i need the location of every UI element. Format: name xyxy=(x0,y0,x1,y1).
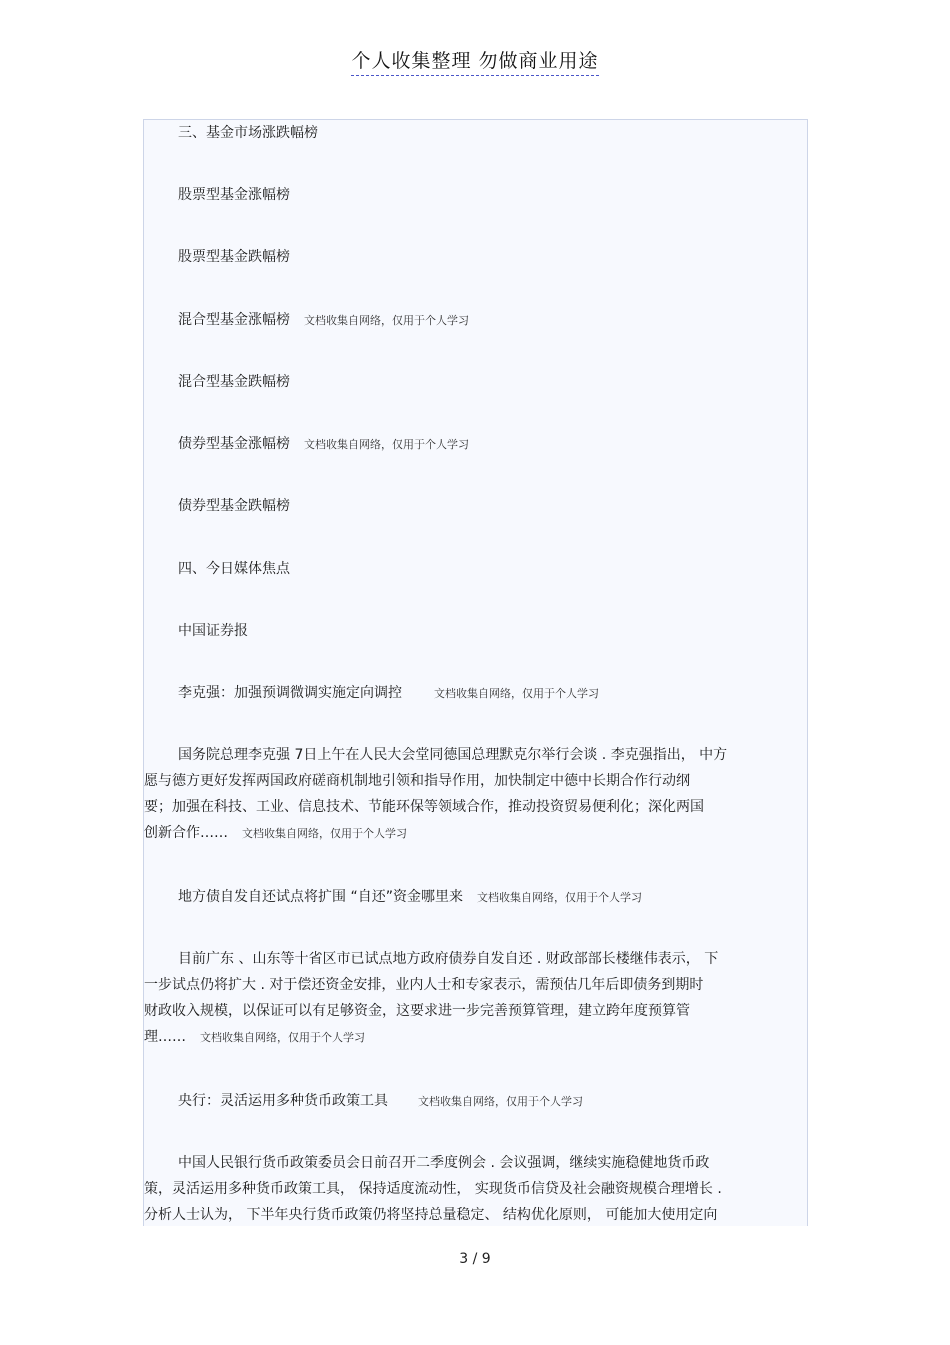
source-name xyxy=(178,622,248,640)
paragraph-line: 要；加强在科技、工业、信息技术、节能环保等领域合作，推动投资贸易便利化；深化两国 xyxy=(144,799,704,815)
source-note: 文档收集自网络，仅用于个人学习 xyxy=(200,1031,365,1044)
list-item xyxy=(178,435,469,454)
paragraph-line: 策，灵活运用多种货币政策工具， 保持适度流动性， 实现货币信贷及社会融资规模合理增长 . xyxy=(144,1181,722,1197)
paragraph-text: 理…… xyxy=(144,1029,186,1045)
line-text: 债券型基金跌幅榜 xyxy=(178,498,290,514)
paragraph-text: 创新合作…… xyxy=(144,825,228,841)
section-heading-fund-rankings xyxy=(178,124,318,142)
source-note: 文档收集自网络，仅用于个人学习 xyxy=(304,314,469,327)
news-paragraph xyxy=(144,1150,807,1226)
list-item xyxy=(178,373,290,391)
line-text: 混合型基金跌幅榜 xyxy=(178,374,290,390)
news-headline xyxy=(178,1092,583,1111)
news-headline xyxy=(178,888,642,907)
paragraph-line: 分析人士认为， 下半年央行货币政策仍将坚持总量稳定、 结构优化原则， 可能加大使用定向 xyxy=(144,1207,718,1223)
news-headline xyxy=(178,684,599,703)
section-heading-media-focus xyxy=(178,560,290,578)
news-paragraph xyxy=(144,742,807,846)
document-content xyxy=(143,119,808,1226)
source-note: 文档收集自网络，仅用于个人学习 xyxy=(434,687,599,700)
line-text: 混合型基金涨幅榜 xyxy=(178,312,290,328)
list-item xyxy=(178,186,290,204)
line-text: 四、今日媒体焦点 xyxy=(178,561,290,577)
paragraph-line: 中国人民银行货币政策委员会日前召开二季度例会 . 会议强调，继续实施稳健地货币政 xyxy=(178,1155,710,1171)
list-item xyxy=(178,248,290,266)
paragraph-line: 愿与德方更好发挥两国政府磋商机制地引领和指导作用，加快制定中德中长期合作行动纲 xyxy=(144,773,690,789)
header-text: 个人收集整理 勿做商业用途 xyxy=(351,46,598,76)
line-text: 中国证券报 xyxy=(178,623,248,639)
source-note: 文档收集自网络，仅用于个人学习 xyxy=(242,827,407,840)
source-note: 文档收集自网络，仅用于个人学习 xyxy=(476,891,642,904)
paragraph-line: 国务院总理李克强 7日上午在人民大会堂同德国总理默克尔举行会谈 . 李克强指出， 中方 xyxy=(178,747,728,763)
paragraph-line: 目前广东 、山东等十省区市已试点地方政府债券自发自还 . 财政部部长楼继伟表示， 下 xyxy=(178,951,719,967)
line-text: 央行：灵活运用多种货币政策工具 xyxy=(178,1093,388,1109)
page-number: 3 / 9 xyxy=(459,1251,491,1267)
line-text: 三、基金市场涨跌幅榜 xyxy=(178,125,318,141)
line-text: 股票型基金涨幅榜 xyxy=(178,187,290,203)
line-text: 地方债自发自还试点将扩围 “自还”资金哪里来 xyxy=(178,889,463,905)
list-item xyxy=(178,497,290,515)
line-text: 李克强：加强预调微调实施定向调控 xyxy=(178,685,402,701)
page-header xyxy=(0,46,950,76)
news-paragraph xyxy=(144,946,807,1050)
paragraph-line xyxy=(144,1024,807,1050)
line-text: 债券型基金涨幅榜 xyxy=(178,436,290,452)
paragraph-line xyxy=(144,820,807,846)
paragraph-line: 一步试点仍将扩大 . 对于偿还资金安排，业内人士和专家表示，需预估几年后即债务到期时 xyxy=(144,977,704,993)
source-note: 文档收集自网络，仅用于个人学习 xyxy=(418,1095,583,1108)
paragraph-line: 财政收入规模，以保证可以有足够资金，这要求进一步完善预算管理，建立跨年度预算管 xyxy=(144,1003,690,1019)
source-note: 文档收集自网络，仅用于个人学习 xyxy=(304,438,469,451)
list-item xyxy=(178,311,469,330)
line-text: 股票型基金跌幅榜 xyxy=(178,249,290,265)
